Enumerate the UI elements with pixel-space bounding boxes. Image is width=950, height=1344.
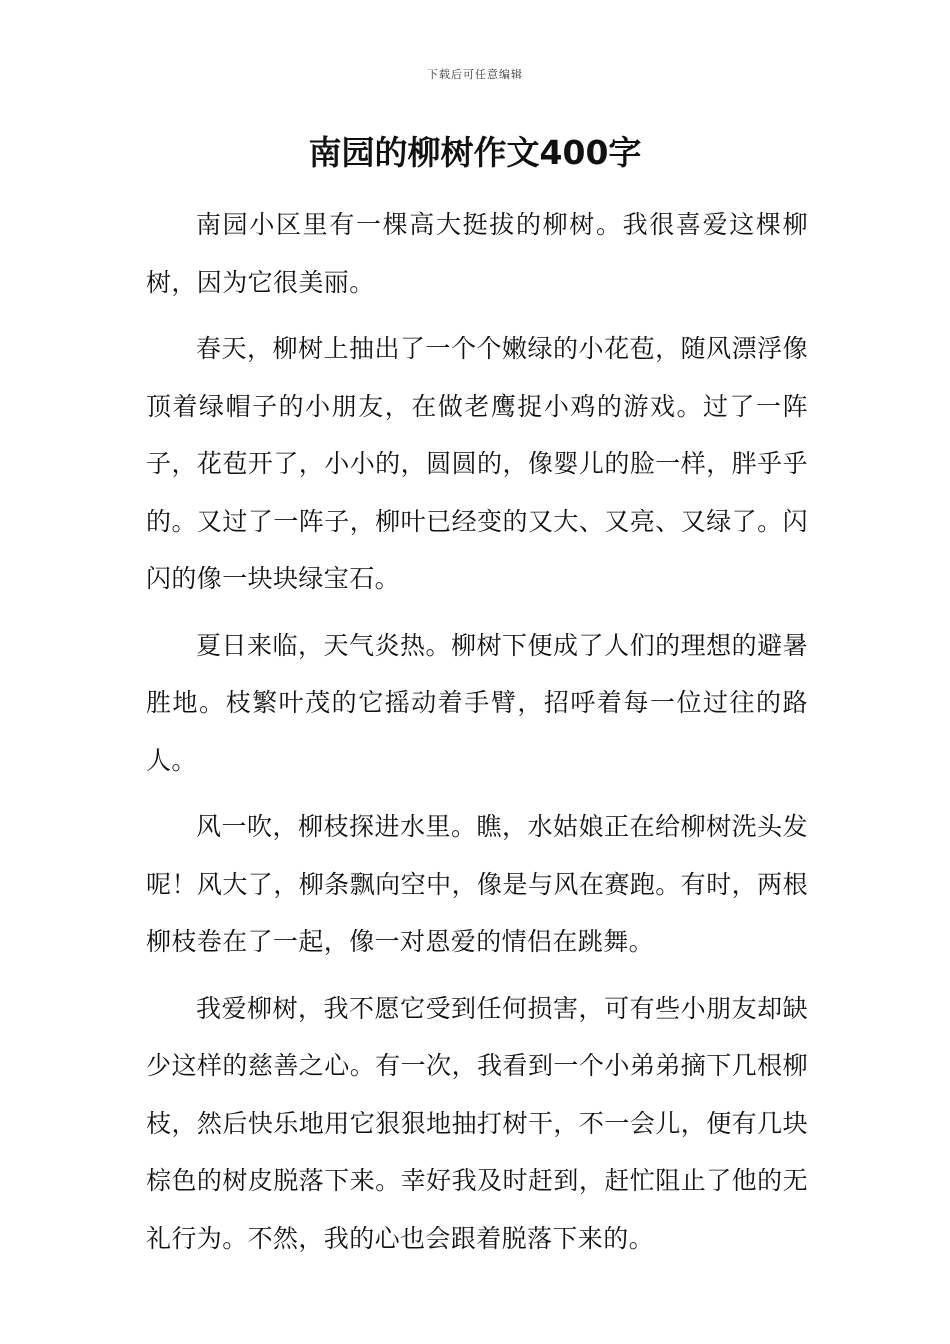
paragraph-1: 南园小区里有一棵高大挺拔的柳树。我很喜爱这棵柳树，因为它很美丽。 — [146, 210, 808, 297]
header-note: 下载后可任意编辑 — [427, 68, 523, 81]
paragraph-2: 春天，柳树上抽出了一个个嫩绿的小花苞，随风漂浮像顶着绿帽子的小朋友，在做老鹰捉小鸡的游戏。过了一阵子，花苞开了，小小的，圆圆的，像婴儿的脸一样，胖乎乎的。又过了一阵子，柳叶已经变的又大、又亮、又绿了。闪闪的像一块块绿宝石。 — [146, 334, 808, 593]
essay-body — [146, 196, 808, 1276]
paragraph-4: 风一吹，柳枝探进水里。瞧，水姑娘正在给柳树洗头发呢！风大了，柳条飘向空中，像是与风在赛跑。有时，两根柳枝卷在了一起，像一对恩爱的情侣在跳舞。 — [146, 812, 808, 956]
paragraph-3: 夏日来临，天气炎热。柳树下便成了人们的理想的避暑胜地。枝繁叶茂的它摇动着手臂，招呼着每一位过往的路人。 — [146, 630, 808, 775]
document-title: 南园的柳树作文400字 — [308, 133, 642, 172]
paragraph-5: 我爱柳树，我不愿它受到任何损害，可有些小朋友却缺少这样的慈善之心。有一次，我看到一个小弟弟摘下几根柳枝，然后快乐地用它狠狠地抽打树干，不一会儿，便有几块棕色的树皮脱落下来。幸好我及时赶到，赶忙阻止了他的无礼行为。不然，我的心也会跟着脱落下来的。 — [146, 993, 808, 1253]
